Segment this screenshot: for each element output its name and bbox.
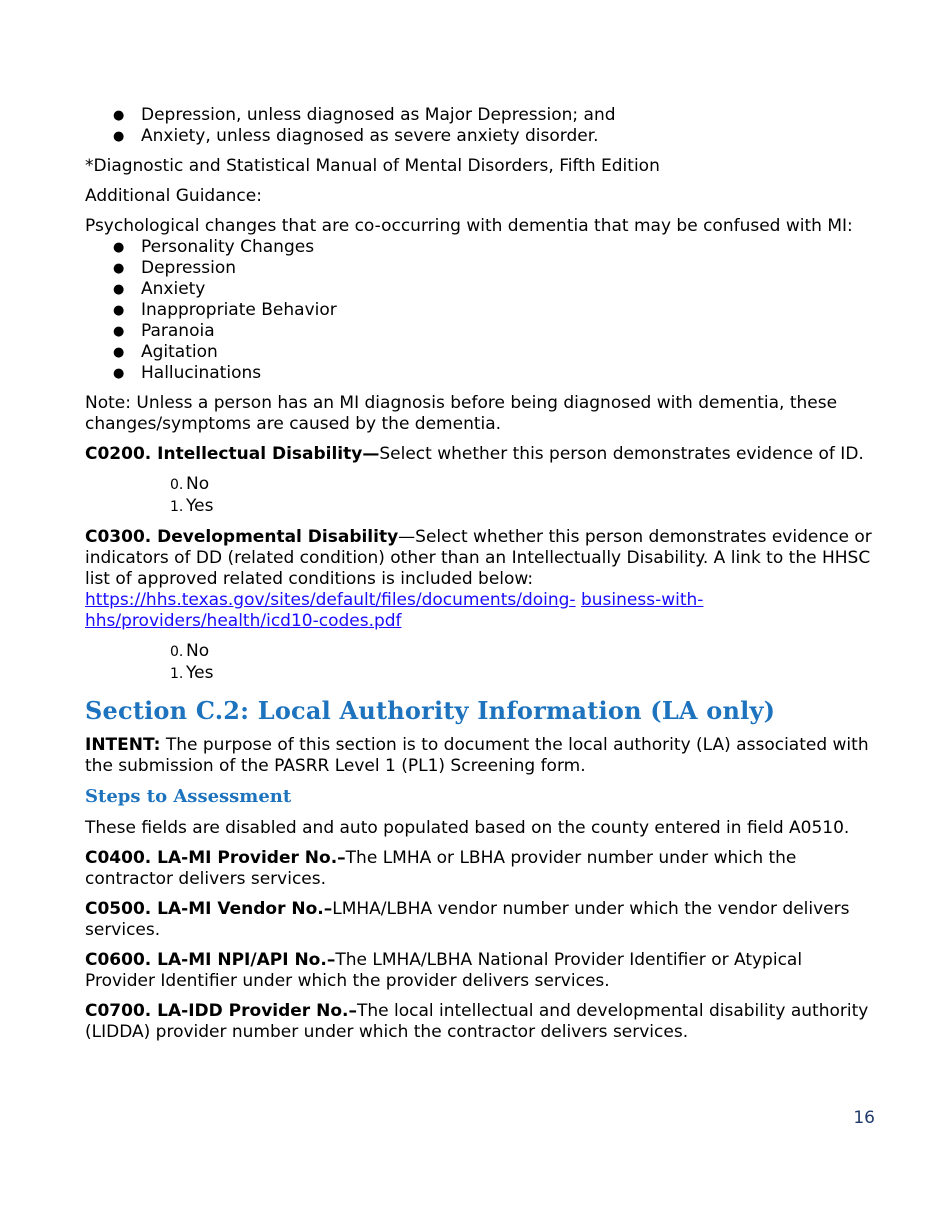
bullet-icon: ●: [113, 261, 125, 276]
field-text: LMHA/LBHA vendor number under which the vendor delivers services.: [85, 899, 850, 940]
c0500-paragraph: [85, 899, 875, 941]
list-item: ● Depression: [113, 258, 237, 278]
psych-bullet-list: [85, 237, 875, 384]
c0400-paragraph: [85, 848, 875, 890]
c0200-label: C0200. Intellectual Disability—: [85, 444, 380, 464]
intent-paragraph: [85, 735, 875, 777]
psych-intro: Psychological changes that are co-occurring with dementia that may be confused with MI:: [85, 216, 853, 236]
list-item: ● Paranoia: [113, 321, 215, 341]
bullet-icon: ●: [113, 324, 125, 339]
bullet-icon: ●: [113, 303, 125, 318]
list-item: ● Inappropriate Behavior: [113, 300, 337, 320]
bullet-icon: ●: [113, 240, 125, 255]
document-page: [85, 105, 875, 1043]
field-text: The LMHA/LBHA National Provider Identifier or Atypical Provider Identifier under which the provider delivers services.: [85, 950, 803, 991]
field-label: C0700. LA-IDD Provider No.–: [85, 1001, 357, 1021]
intent-label: INTENT:: [85, 735, 161, 755]
intent-text: The purpose of this section is to document the local authority (LA) associated with the submission of the PASRR Level 1 (PL1) Screening form.: [85, 735, 869, 776]
list-item: ● Hallucinations: [113, 363, 262, 383]
list-item: ● Agitation: [113, 342, 218, 362]
c0700-paragraph: [85, 1001, 875, 1043]
field-label: C0600. LA-MI NPI/API No.–: [85, 950, 336, 970]
c0200-options: [170, 474, 875, 518]
dementia-note: Note: Unless a person has an MI diagnosis before being diagnosed with dementia, these changes/symptoms are caused by the dementia.: [85, 393, 838, 434]
bullet-icon: ●: [113, 282, 125, 297]
icd10-codes-link-cont[interactable]: business-with-hhs/providers/health/icd10-codes.pdf: [85, 590, 704, 631]
additional-guidance-label: Additional Guidance:: [85, 186, 262, 206]
c0300-paragraph: [85, 527, 875, 632]
steps-text: These fields are disabled and auto populated based on the county entered in field A0510.: [85, 818, 850, 838]
section-title: Section C.2: Local Authority Information (LA only): [85, 696, 776, 725]
list-item: ● Depression, unless diagnosed as Major Depression; and: [113, 105, 616, 125]
list-item: ● Anxiety, unless diagnosed as severe anxiety disorder.: [113, 126, 599, 146]
steps-title: Steps to Assessment: [85, 786, 292, 807]
field-label: C0500. LA-MI Vendor No.–: [85, 899, 333, 919]
c0600-paragraph: [85, 950, 875, 992]
list-item: ● Anxiety: [113, 279, 206, 299]
c0200-text: Select whether this person demonstrates evidence of ID.: [379, 444, 864, 464]
list-item: ● Personality Changes: [113, 237, 315, 257]
c0300-text: —Select whether this person demonstrates evidence or indicators of DD (related condition) other than an Intellectually Disability. A link to the HHSC list of approved related conditions is included below:: [85, 527, 872, 589]
field-label: C0400. LA-MI Provider No.–: [85, 848, 346, 868]
c0200-paragraph: [85, 444, 875, 465]
c0300-options: [170, 641, 875, 685]
list-item: 1. Yes: [170, 496, 214, 516]
c0300-label: C0300. Developmental Disability: [85, 527, 399, 547]
page-number: 16: [853, 1108, 875, 1128]
bullet-icon: ●: [113, 366, 125, 381]
list-item: 0. No: [170, 474, 210, 494]
field-text: The local intellectual and developmental disability authority (LIDDA) provider number under which the contractor delivers services.: [85, 1001, 869, 1042]
list-item: 0. No: [170, 641, 210, 661]
field-text: The LMHA or LBHA provider number under which the contractor delivers services.: [85, 848, 797, 889]
bullet-icon: ●: [113, 108, 125, 123]
bullet-icon: ●: [113, 129, 125, 144]
top-bullet-list: [85, 105, 875, 147]
icd10-codes-link[interactable]: https://hhs.texas.gov/sites/default/files/documents/doing-: [85, 590, 576, 610]
bullet-icon: ●: [113, 345, 125, 360]
dsm-footnote: *Diagnostic and Statistical Manual of Mental Disorders, Fifth Edition: [85, 156, 660, 176]
list-item: 1. Yes: [170, 663, 214, 683]
